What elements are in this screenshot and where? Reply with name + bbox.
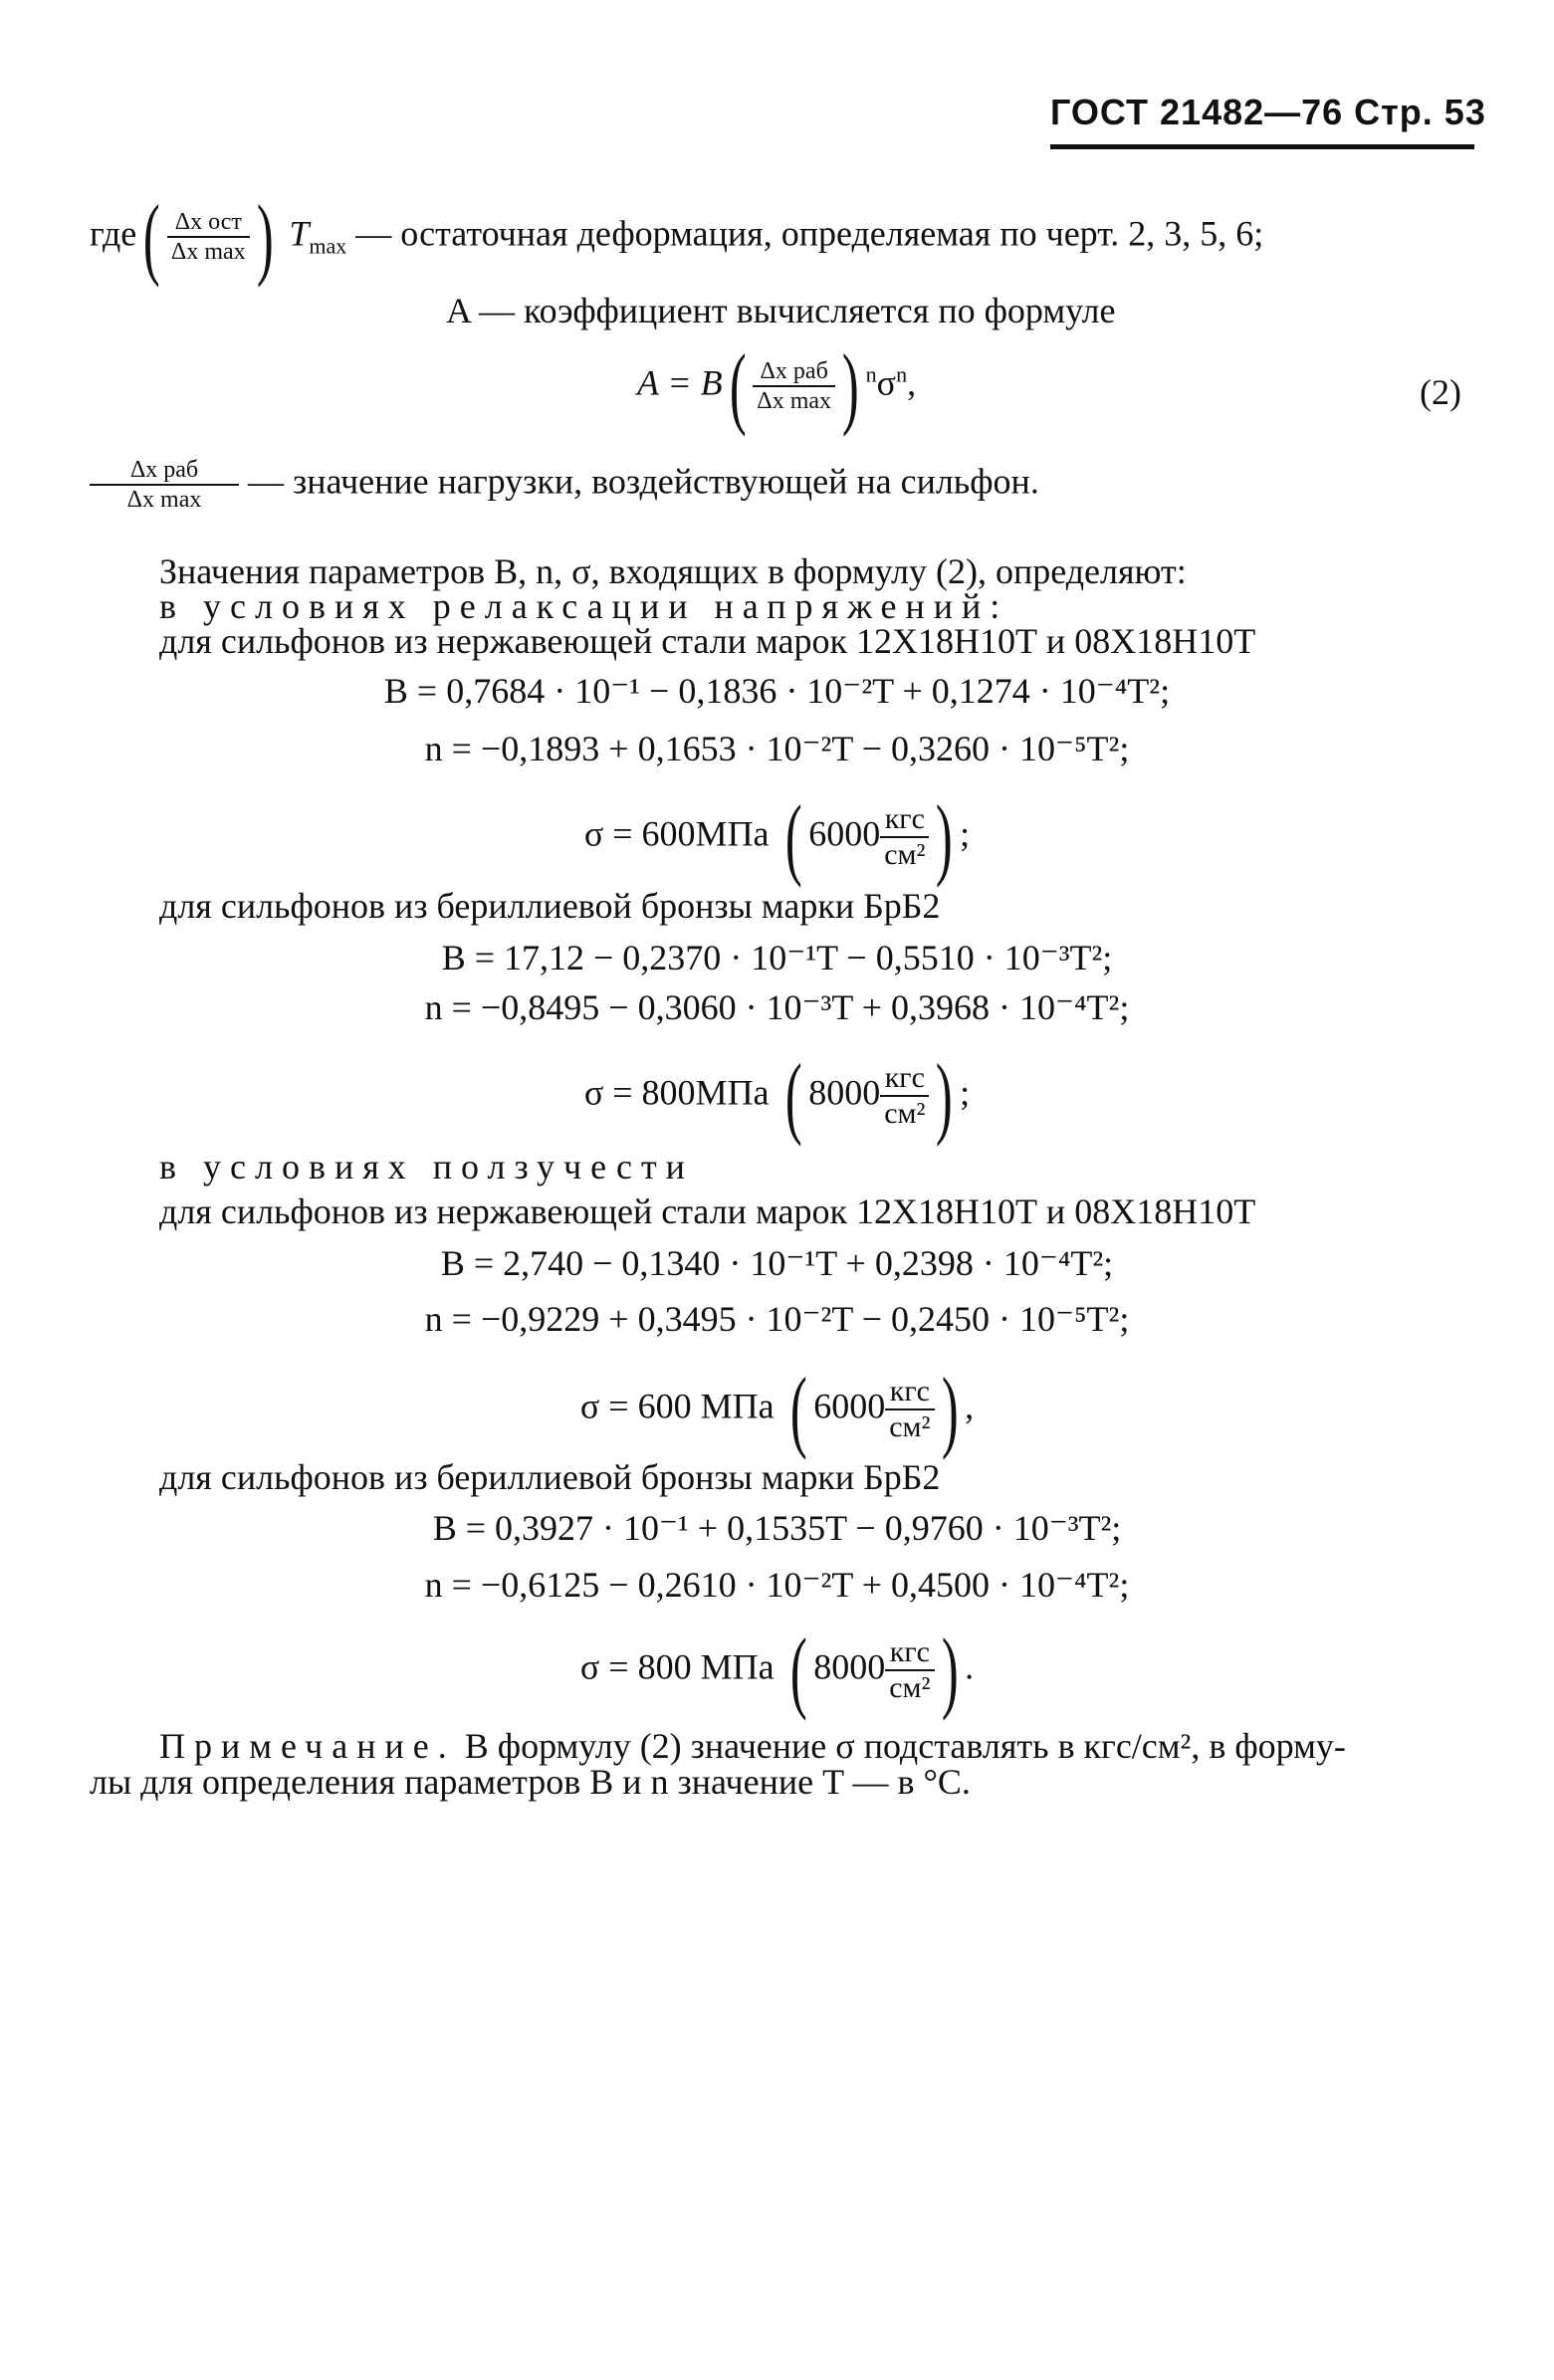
unit-denominator: см² [885, 1408, 934, 1444]
note-line-2: лы для определения параметров B и n значение T — в °С. [90, 1762, 971, 1802]
paren-left: ( [789, 1359, 807, 1460]
paren-left: ( [784, 786, 802, 888]
paren-value: 6000 [808, 813, 881, 854]
relax-steel-n: n = −0,1893 + 0,1653 · 10⁻²T − 0,3260 · 10⁻⁵T²; [424, 729, 1130, 768]
sigma-left: σ = 600 МПа [579, 1386, 775, 1426]
relax-bronze-b: B = 17,12 − 0,2370 · 10⁻¹T − 0,5510 · 10⁻³T²; [441, 938, 1113, 977]
load-definition [90, 456, 1039, 514]
paren-left: ( [784, 1045, 802, 1147]
where-word: где [90, 213, 137, 254]
formula-2-power: n [865, 361, 877, 387]
fraction-denominator: Δx max [90, 484, 239, 514]
formula-2-sigma: σ [876, 362, 897, 403]
creep-steel-b: B = 2,740 − 0,1340 · 10⁻¹T + 0,2398 · 10⁻⁴T²; [440, 1243, 1114, 1283]
sigma-tail: ; [960, 1072, 971, 1113]
load-fraction [90, 456, 239, 514]
paren-left: ( [729, 335, 747, 437]
creep-heading: в условиях ползучести [159, 1147, 694, 1187]
page-header: ГОСТ 21482—76 Стр. 53 [1050, 92, 1486, 132]
bronze-line-1: для сильфонов из бериллиевой бронзы марки БрБ2 [159, 886, 941, 926]
creep-steel-sigma [0, 1359, 1554, 1460]
paren-value: 8000 [813, 1646, 886, 1687]
coefficient-definition: A — коэффициент вычисляется по формуле [446, 291, 1116, 330]
paren-right: ) [941, 1359, 959, 1460]
paren-right: ) [941, 1620, 959, 1721]
relaxation-heading: в условиях релаксации напряжений: [159, 586, 1009, 626]
intro-line: Значения параметров B, n, σ, входящих в формулу (2), определяют: [159, 551, 1187, 591]
unit-fraction [885, 1375, 934, 1444]
fraction-numerator: Δx раб [760, 358, 828, 384]
formula-2 [637, 335, 917, 437]
relax-steel-b: B = 0,7684 · 10⁻¹ − 0,1836 · 10⁻²T + 0,1274 · 10⁻⁴T²; [383, 671, 1171, 711]
formula-2-left: A = B [637, 362, 723, 403]
paren-value: 8000 [808, 1072, 881, 1113]
load-text: — значение нагрузки, воздействующей на сильфон. [248, 461, 1039, 502]
header-rule [1050, 144, 1474, 149]
unit-fraction [880, 802, 929, 872]
unit-denominator: см² [885, 1669, 934, 1705]
strain-fraction [167, 208, 250, 266]
paren-value: 6000 [813, 1386, 886, 1426]
sigma-left: σ = 800 МПа [579, 1646, 775, 1687]
sigma-left: σ = 600МПа [583, 813, 770, 854]
formula-2-label: (2) [1420, 372, 1461, 412]
bronze-line-2: для сильфонов из бериллиевой бронзы марки БрБ2 [159, 1457, 941, 1497]
relax-bronze-sigma [0, 1045, 1554, 1147]
formula-2-sigma-power: n [896, 361, 908, 387]
creep-bronze-b: B = 0,3927 · 10⁻¹ + 0,1535T − 0,9760 · 10⁻³T²; [432, 1508, 1122, 1548]
note-label: Примечание. [159, 1726, 456, 1766]
note-text-1: В формулу (2) значение σ подставлять в кгс/см², в форму- [464, 1726, 1346, 1766]
sigma-tail: ; [960, 813, 971, 854]
steel-grades-line: для сильфонов из нержавеющей стали марок 12Х18Н10Т и 08Х18Н10Т [159, 621, 1256, 661]
paren-right: ) [256, 186, 274, 288]
fraction-denominator: Δx max [753, 385, 835, 415]
sigma-tail: . [965, 1646, 975, 1687]
steel-grades-line-2: для сильфонов из нержавеющей стали марок 12Х18Н10Т и 08Х18Н10Т [159, 1191, 1256, 1231]
where-clause [90, 186, 1264, 288]
paren-right: ) [841, 335, 859, 437]
unit-numerator: кгс [884, 1061, 925, 1094]
fraction-denominator: Δx max [167, 236, 250, 266]
paren-right: ) [936, 786, 954, 888]
sigma-left: σ = 800МПа [583, 1072, 770, 1113]
formula-2-fraction [753, 357, 835, 415]
formula-2-comma: , [907, 362, 917, 403]
fraction-numerator: Δx ост [174, 209, 242, 235]
relax-bronze-n: n = −0,8495 − 0,3060 · 10⁻³T + 0,3968 · 10⁻⁴T²; [424, 987, 1130, 1027]
unit-numerator: кгс [889, 1635, 930, 1668]
unit-denominator: см² [880, 836, 929, 872]
creep-bronze-n: n = −0,6125 − 0,2610 · 10⁻²T + 0,4500 · 10⁻⁴T²; [424, 1565, 1130, 1605]
creep-bronze-sigma [0, 1620, 1554, 1721]
sigma-tail: , [965, 1386, 975, 1426]
unit-denominator: см² [880, 1095, 929, 1131]
unit-numerator: кгс [884, 802, 925, 835]
unit-numerator: кгс [889, 1375, 930, 1407]
residual-definition: — остаточная деформация, определяемая по черт. 2, 3, 5, 6; [355, 213, 1264, 254]
relax-steel-sigma [0, 786, 1554, 888]
unit-fraction [880, 1061, 929, 1131]
t-symbol: T [289, 213, 310, 254]
fraction-numerator: Δx раб [129, 457, 199, 483]
paren-left: ( [143, 186, 161, 288]
paren-right: ) [936, 1045, 954, 1147]
t-subscript: max [309, 233, 347, 259]
paren-left: ( [789, 1620, 807, 1721]
creep-steel-n: n = −0,9229 + 0,3495 · 10⁻²T − 0,2450 · 10⁻⁵T²; [424, 1299, 1130, 1339]
unit-fraction [885, 1635, 934, 1705]
